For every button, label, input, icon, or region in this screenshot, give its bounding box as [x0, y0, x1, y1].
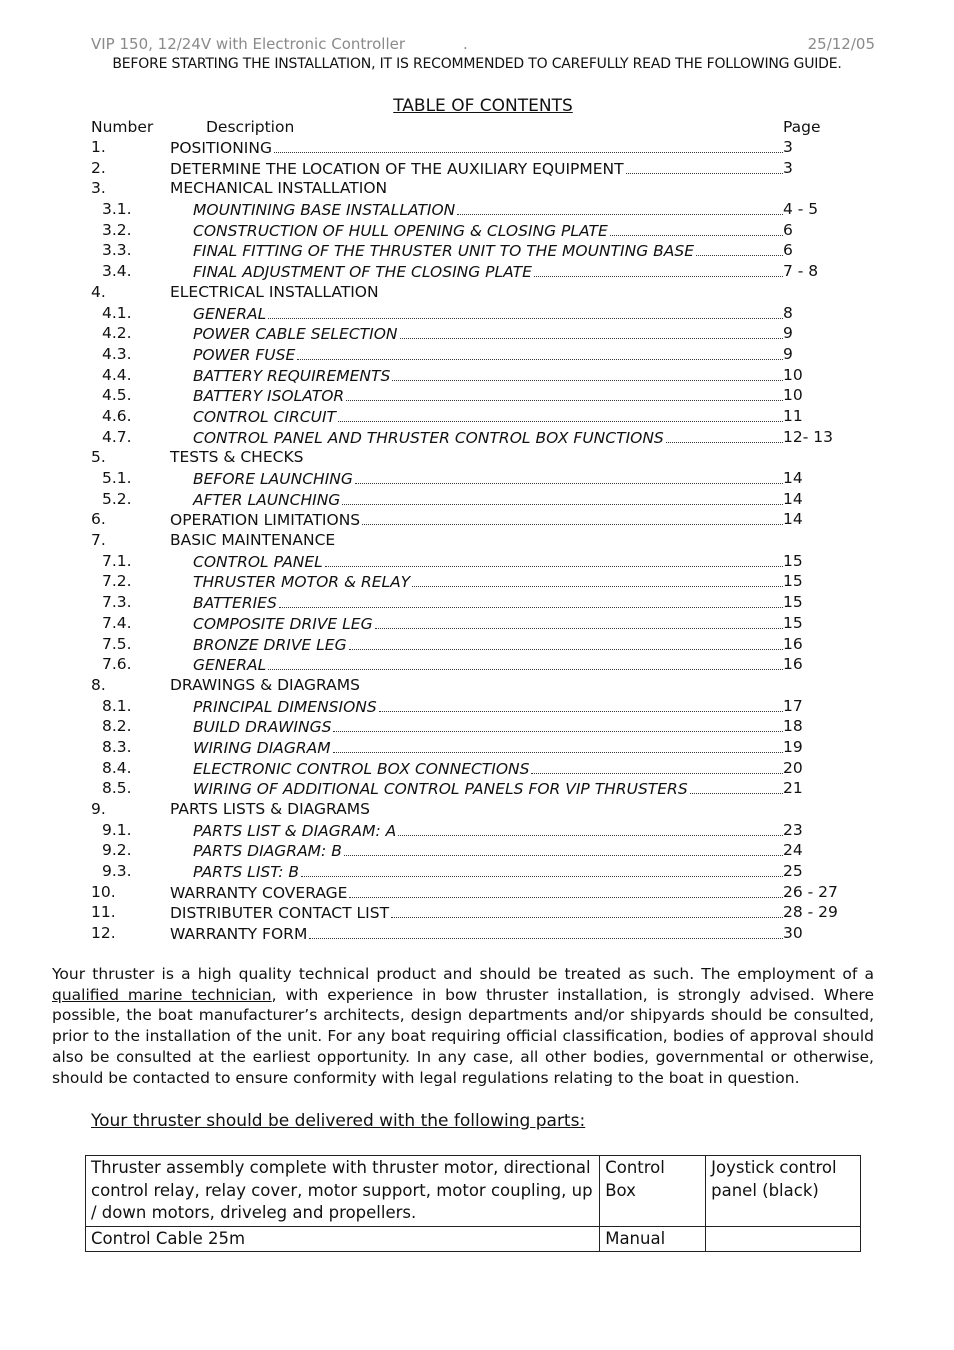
toc-entry: [91, 758, 875, 779]
toc-entry: [91, 323, 875, 344]
toc-entry: [91, 261, 875, 282]
toc-entry-number: 5.: [91, 448, 106, 467]
header-separator: .: [463, 35, 468, 53]
toc-dot-leader: [268, 303, 783, 319]
toc-entry: [91, 447, 875, 468]
toc-entry-page: 17: [783, 696, 803, 715]
toc-entry-number: 2.: [91, 158, 106, 177]
toc-dot-leader: [392, 365, 783, 381]
toc-entry-number: 8.: [91, 675, 106, 694]
toc-entry: [91, 820, 875, 841]
toc-entry-label: BEFORE LAUNCHING: [193, 470, 353, 488]
toc-entry-page: 4 - 5: [783, 200, 819, 219]
toc-entry: [91, 737, 875, 758]
toc-entry: [91, 675, 875, 696]
toc-entry-description: [193, 778, 783, 800]
parts-cell: [706, 1226, 861, 1252]
toc-entry-page: 9: [783, 344, 793, 363]
toc-entry-number: 4.: [91, 282, 106, 301]
toc-entry-label: PARTS LIST & DIAGRAM: A: [193, 821, 397, 840]
toc-entry-label: DISTRIBUTER CONTACT LIST: [170, 904, 390, 923]
toc-entry-label: CONTROL PANEL AND THRUSTER CONTROL BOX FUNCTIONS: [193, 428, 664, 447]
toc-entry-description: [193, 737, 783, 759]
intro-text-after: , with experience in bow thruster installation, is strongly advised. Where possible, the boat manufacturer’s architects, design departments and/or shipyards should be consulted, prior to the installation of the unit. For any boat requiring official classification, bodies of approval should also be consulted at the earliest opportunity. In any case, all other bodies, governmental or otherwise, should be contacted to ensure conformity with legal regulations relating to the boat in question.: [52, 985, 874, 1087]
toc-entry-description: [170, 882, 783, 904]
toc-entry: [91, 468, 875, 489]
toc-entry-description: [193, 427, 783, 449]
toc-entry: [91, 406, 875, 427]
toc-entry-label: MECHANICAL INSTALLATION: [170, 179, 388, 198]
toc-dot-leader: [696, 240, 783, 256]
toc-entry: [91, 137, 875, 158]
toc-entry-description: [170, 178, 783, 199]
toc-entry-description: [193, 696, 783, 718]
installation-notice: BEFORE STARTING THE INSTALLATION, IT IS RECOMMENDED TO CAREFULLY READ THE FOLLOWING GUIDE.: [112, 56, 842, 72]
toc-entry-label: OPERATION LIMITATIONS: [170, 511, 361, 530]
toc-entry-label: DETERMINE THE LOCATION OF THE AUXILIARY EQUIPMENT: [170, 159, 624, 178]
toc-entry-description: [193, 385, 783, 407]
toc-entry-label: WARRANTY COVERAGE: [170, 883, 348, 902]
toc-entry-page: 3: [783, 138, 793, 156]
toc-entry-label: WARRANTY FORM: [170, 925, 308, 944]
toc-entry: [91, 509, 875, 530]
toc-dot-leader: [690, 778, 783, 794]
toc-dot-leader: [666, 427, 783, 443]
toc-entry-number: 7.2.: [102, 572, 132, 591]
toc-entry-page: 6: [783, 241, 793, 260]
toc-dot-leader: [325, 551, 783, 567]
toc-entry-number: 4.1.: [102, 303, 132, 322]
toc-entry-page: 26 - 27: [783, 882, 838, 901]
toc-entry-number: 5.1.: [102, 469, 132, 487]
toc-entry-description: [170, 799, 783, 820]
toc-entry-number: 7.3.: [102, 593, 132, 612]
toc-entry-number: 8.2.: [102, 717, 132, 736]
toc-entry-description: [170, 282, 783, 303]
toc-entry-description: [193, 261, 783, 283]
parts-cell: Joystick control panel (black): [706, 1156, 861, 1227]
toc-entry-number: 1.: [91, 138, 106, 156]
toc-entry-page: 20: [783, 758, 803, 777]
toc-dot-leader: [301, 861, 783, 877]
toc-entry-description: [193, 758, 783, 780]
toc-entry-label: WIRING OF ADDITIONAL CONTROL PANELS FOR VIP THRUSTERS: [193, 780, 688, 799]
toc-entry-label: COMPOSITE DRIVE LEG: [193, 614, 373, 633]
toc-entry-description: [170, 530, 783, 551]
toc-entry-label: CONSTRUCTION OF HULL OPENING & CLOSING PLATE: [193, 221, 608, 240]
toc-entry-description: [193, 592, 783, 614]
toc-entry-label: THRUSTER MOTOR & RELAY: [193, 573, 411, 592]
parts-cell: Control Cable 25m: [86, 1226, 600, 1252]
toc-entry-page: 24: [783, 841, 803, 860]
toc-entry-number: 3.1.: [102, 200, 132, 219]
toc-entry-number: 5.2.: [102, 489, 132, 508]
toc-entry-label: BATTERY REQUIREMENTS: [193, 366, 391, 385]
toc-entry: [91, 282, 875, 303]
toc-entry-page: 15: [783, 593, 803, 612]
toc-entry-description: [193, 551, 783, 573]
toc-entry-page: 11: [783, 406, 803, 425]
header-product: VIP 150, 12/24V with Electronic Controller: [91, 35, 406, 53]
toc-dot-leader: [309, 923, 783, 939]
toc-entry-description: [193, 861, 783, 883]
toc-entry-description: [193, 820, 783, 842]
toc-col-description: Description: [206, 118, 295, 136]
toc-entry-page: 14: [783, 469, 803, 487]
toc-entry-number: 4.6.: [102, 406, 132, 425]
toc-entry: [91, 530, 875, 551]
toc-entry-number: 4.7.: [102, 427, 132, 446]
toc-entry-number: 7.4.: [102, 613, 132, 632]
toc-entry-description: [170, 158, 783, 180]
toc-entry-number: 9.: [91, 800, 106, 818]
toc-entry-number: 11.: [91, 903, 116, 922]
toc-entry-description: [193, 240, 783, 262]
toc-entry: [91, 427, 875, 448]
toc-dot-leader: [346, 385, 783, 401]
toc-entry: [91, 778, 875, 799]
toc-entry-page: 3: [783, 158, 793, 177]
toc-entry: [91, 902, 875, 923]
toc-entry-number: 3.: [91, 179, 106, 198]
toc-entry: [91, 634, 875, 655]
toc-entry-label: AFTER LAUNCHING: [193, 490, 341, 509]
table-row: [86, 1156, 861, 1227]
toc-dot-leader: [333, 737, 783, 753]
toc-entry-description: [193, 613, 783, 635]
toc-entry-label: POWER FUSE: [193, 345, 296, 364]
intro-emphasis: qualified marine technician: [52, 985, 272, 1004]
toc-dot-leader: [268, 654, 783, 670]
toc-entry-number: 9.1.: [102, 820, 132, 839]
toc-entry-label: WIRING DIAGRAM: [193, 738, 331, 757]
parts-table: [85, 1155, 861, 1252]
toc-entry: [91, 158, 875, 179]
toc-entry-description: [193, 716, 783, 738]
toc-entry: [91, 303, 875, 324]
toc-entry-number: 12.: [91, 924, 116, 943]
toc-entry-number: 6.: [91, 510, 106, 529]
toc-dot-leader: [412, 571, 783, 587]
toc-entry: [91, 365, 875, 386]
toc-dot-leader: [297, 344, 783, 360]
toc-entry-label: PRINCIPAL DIMENSIONS: [193, 697, 377, 716]
toc-dot-leader: [531, 758, 783, 774]
toc-entry-label: PARTS LIST: B: [193, 863, 300, 882]
toc-entry: [91, 220, 875, 241]
toc-entry-description: [193, 303, 783, 325]
toc-entry-description: [193, 365, 783, 387]
toc-entry: [91, 716, 875, 737]
toc-entry-description: [193, 840, 783, 862]
parts-title: Your thruster should be delivered with the following parts:: [91, 1111, 586, 1131]
toc-entry-number: 4.3.: [102, 344, 132, 363]
toc-entry-page: 19: [783, 737, 803, 756]
toc-entry-page: 8: [783, 303, 793, 322]
toc-entry-description: [170, 675, 783, 696]
toc-entry-page: 15: [783, 572, 803, 591]
toc-entry-page: 10: [783, 386, 803, 405]
toc-entry-description: [193, 406, 783, 428]
toc-entry-number: 4.2.: [102, 324, 132, 343]
toc-entry-page: 30: [783, 924, 803, 943]
toc-entry-number: 3.2.: [102, 220, 132, 239]
toc-entry-description: [193, 654, 783, 676]
toc-entry-label: BASIC MAINTENANCE: [170, 531, 336, 550]
toc-dot-leader: [279, 592, 783, 608]
toc-entry-number: 8.5.: [102, 779, 132, 798]
toc-dot-leader: [626, 158, 783, 174]
toc-entry-page: 16: [783, 655, 803, 674]
toc-entry-description: [170, 447, 783, 468]
toc-entry-number: 3.4.: [102, 262, 132, 281]
parts-cell: Manual: [600, 1226, 706, 1252]
toc-entry: [91, 240, 875, 261]
toc-dot-leader: [534, 261, 783, 277]
parts-cell: Control Box: [600, 1156, 706, 1227]
toc-entry-description: [193, 468, 783, 490]
toc-title: TABLE OF CONTENTS: [393, 96, 573, 116]
toc-entry-label: ELECTRONIC CONTROL BOX CONNECTIONS: [193, 759, 530, 778]
toc-entry-label: BRONZE DRIVE LEG: [193, 635, 347, 654]
toc-entry-label: MOUNTINING BASE INSTALLATION: [193, 201, 456, 220]
toc-entry: [91, 861, 875, 882]
intro-paragraph: [52, 964, 874, 1088]
toc-entry-label: PARTS DIAGRAM: B: [193, 842, 342, 861]
toc-entry-number: 7.1.: [102, 551, 132, 570]
toc-entry-number: 4.5.: [102, 386, 132, 405]
toc-entry-description: [193, 634, 783, 656]
toc-entry: [91, 385, 875, 406]
toc-entry-label: GENERAL: [193, 656, 267, 675]
toc-entry-number: 4.4.: [102, 365, 132, 384]
toc-entry-page: 15: [783, 613, 803, 632]
toc-entry-label: DRAWINGS & DIAGRAMS: [170, 675, 360, 694]
toc-entry: [91, 551, 875, 572]
toc-entry-page: 6: [783, 220, 793, 239]
toc-dot-leader: [362, 509, 783, 525]
table-row: [86, 1226, 861, 1252]
toc-entry-label: BATTERIES: [193, 594, 277, 613]
toc-dot-leader: [398, 820, 783, 836]
toc-entry: [91, 344, 875, 365]
toc-dot-leader: [400, 323, 784, 339]
toc-entry-label: BATTERY ISOLATOR: [193, 387, 345, 406]
page-header: [91, 35, 875, 55]
toc-entry-number: 3.3.: [102, 241, 132, 260]
toc-header: [91, 118, 875, 138]
toc-entry-page: 14: [783, 510, 803, 529]
toc-entry-label: POSITIONING: [170, 139, 272, 157]
toc-entry-page: 9: [783, 324, 793, 343]
toc-entry-description: [193, 571, 783, 593]
toc-dot-leader: [349, 882, 783, 898]
toc-entry-label: FINAL ADJUSTMENT OF THE CLOSING PLATE: [193, 263, 532, 282]
toc-entry-number: 7.6.: [102, 655, 132, 674]
toc-dot-leader: [344, 840, 783, 856]
toc-list: [91, 137, 875, 944]
toc-entry: [91, 882, 875, 903]
toc-entry-description: [170, 509, 783, 531]
toc-entry-page: 21: [783, 779, 803, 798]
toc-entry-page: 18: [783, 717, 803, 736]
toc-entry-number: 8.4.: [102, 758, 132, 777]
toc-entry-description: [193, 199, 783, 221]
toc-entry: [91, 654, 875, 675]
toc-entry-number: 9.2.: [102, 841, 132, 860]
toc-entry-page: 28 - 29: [783, 903, 838, 922]
toc-entry-description: [193, 489, 783, 511]
toc-dot-leader: [338, 406, 783, 422]
toc-entry: [91, 571, 875, 592]
toc-entry: [91, 923, 875, 944]
toc-entry-label: GENERAL: [193, 304, 267, 323]
toc-entry-description: [170, 923, 783, 945]
toc-entry-number: 10.: [91, 882, 116, 901]
parts-cell: Thruster assembly complete with thruster motor, directional control relay, relay cover, motor support, motor coupling, up / down motors, driveleg and propellers.: [86, 1156, 600, 1227]
toc-entry: [91, 178, 875, 199]
toc-dot-leader: [610, 220, 783, 236]
toc-dot-leader: [391, 902, 783, 918]
toc-entry-label: FINAL FITTING OF THE THRUSTER UNIT TO THE MOUNTING BASE: [193, 242, 694, 261]
toc-entry: [91, 489, 875, 510]
toc-dot-leader: [342, 489, 783, 505]
toc-entry-number: 8.3.: [102, 737, 132, 756]
toc-dot-leader: [355, 468, 783, 484]
toc-entry: [91, 840, 875, 861]
toc-entry-number: 7.: [91, 531, 106, 550]
toc-entry-label: ELECTRICAL INSTALLATION: [170, 282, 379, 301]
toc-entry-page: 10: [783, 365, 803, 384]
toc-entry-number: 7.5.: [102, 634, 132, 653]
intro-text-before: Your thruster is a high quality technical product and should be treated as such. The employment of a: [52, 965, 874, 983]
toc-dot-leader: [379, 696, 783, 712]
toc-entry-label: CONTROL CIRCUIT: [193, 407, 336, 426]
toc-entry-description: [170, 137, 783, 159]
toc-entry-page: 14: [783, 489, 803, 508]
toc-entry-label: CONTROL PANEL: [193, 552, 323, 571]
toc-col-number: Number: [91, 118, 154, 136]
toc-entry: [91, 696, 875, 717]
toc-entry: [91, 613, 875, 634]
toc-entry: [91, 799, 875, 820]
toc-entry-page: 7 - 8: [783, 262, 819, 281]
toc-entry-page: 12- 13: [783, 427, 833, 446]
toc-dot-leader: [274, 137, 783, 153]
toc-entry-page: 15: [783, 551, 803, 570]
toc-entry-description: [193, 323, 783, 345]
toc-entry-label: TESTS & CHECKS: [170, 448, 304, 467]
toc-dot-leader: [333, 716, 783, 732]
toc-dot-leader: [457, 199, 783, 215]
toc-entry-description: [193, 344, 783, 366]
toc-dot-leader: [375, 613, 783, 629]
toc-entry-page: 25: [783, 862, 803, 881]
toc-entry-number: 8.1.: [102, 696, 132, 715]
header-date: 25/12/05: [807, 35, 875, 53]
toc-entry-description: [193, 220, 783, 242]
toc-entry-page: 16: [783, 634, 803, 653]
toc-entry-label: PARTS LISTS & DIAGRAMS: [170, 800, 370, 818]
toc-entry: [91, 199, 875, 220]
toc-entry-label: BUILD DRAWINGS: [193, 718, 332, 737]
toc-dot-leader: [349, 634, 783, 650]
toc-entry-description: [170, 902, 783, 924]
toc-entry-number: 9.3.: [102, 862, 132, 881]
toc-entry: [91, 592, 875, 613]
toc-entry-label: POWER CABLE SELECTION: [193, 325, 398, 344]
toc-col-page: Page: [783, 118, 821, 136]
toc-entry-page: 23: [783, 820, 803, 839]
